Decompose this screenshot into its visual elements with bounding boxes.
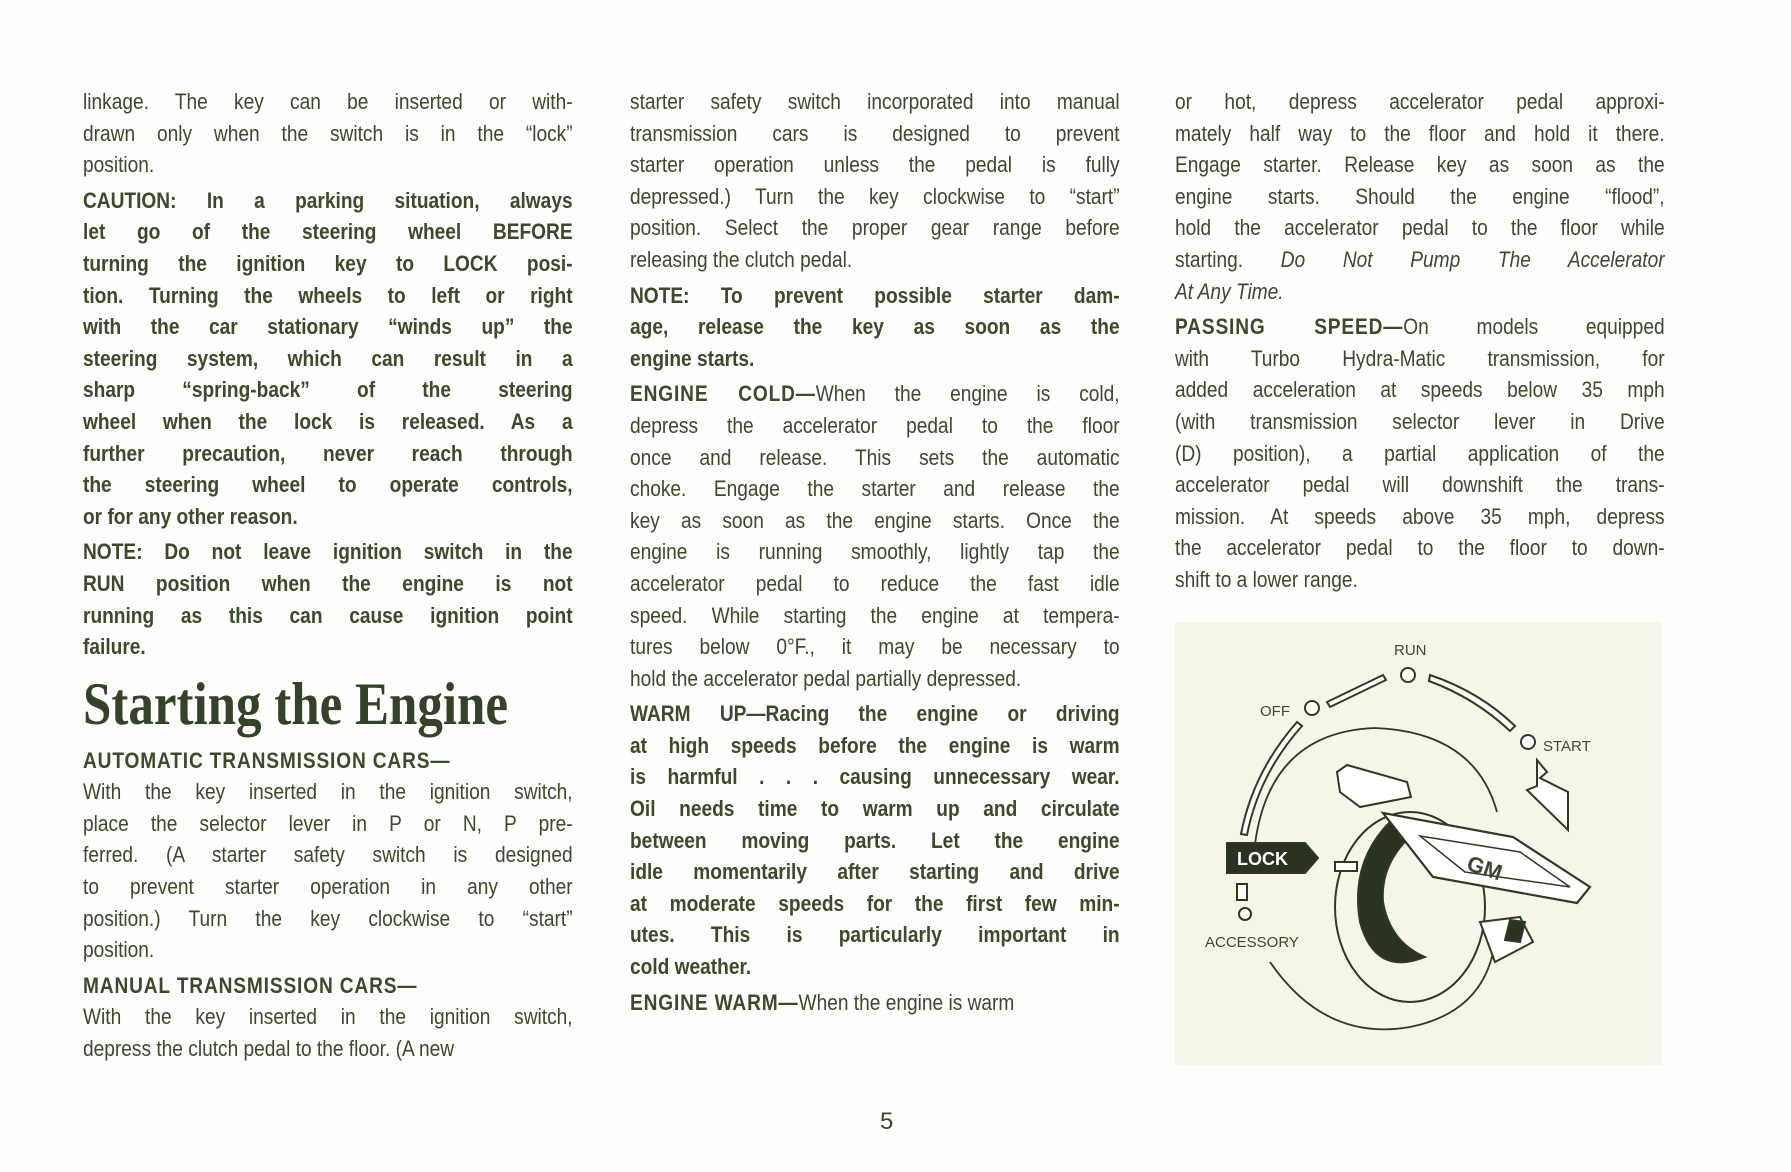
text-line: depressed.) Turn the key clockwise to “start” [630,183,1120,209]
page-heading: Starting the Engine [83,670,509,737]
text-line: to prevent starter operation in any other [83,874,573,900]
run-in-heading: PASSING SPEED— [1175,314,1404,340]
text-line: engine starts. Should the engine “flood”, [1175,183,1665,209]
text-line: mission. At speeds above 35 mph, depress [1175,503,1665,529]
off-position-dot [1305,701,1319,715]
paragraph [1175,86,1665,307]
text-line: accelerator pedal will downshift the trans- [1175,472,1665,498]
text-line: shift to a lower range. [1175,566,1358,592]
text-run: On models equipped [1403,314,1665,340]
paragraph [83,745,573,966]
text-line: between moving parts. Let the engine [630,827,1120,853]
start-position-dot [1521,735,1535,749]
text-line: idle momentarily after starting and drive [630,859,1120,885]
paragraph [1175,311,1665,595]
text-line: added acceleration at speeds below 35 mph [1175,377,1665,403]
text-line: (with transmission selector lever in Drive [1175,408,1665,434]
text-line: at high speeds before the engine is warm [630,732,1120,758]
run-position-dot [1401,668,1415,682]
text-line: CAUTION: In a parking situation, always [83,187,573,213]
run-in-heading: ENGINE COLD— [630,381,816,407]
run-in-heading: ENGINE WARM— [630,989,799,1015]
text-line: (D) position), a partial application of the [1175,440,1665,466]
text-line: depress the clutch pedal to the floor. (A new [83,1036,455,1062]
paragraph [630,698,1120,982]
paragraph [83,185,573,533]
text-line: with Turbo Hydra-Matic transmission, for [1175,345,1665,371]
text-line [1175,244,1665,276]
text-line: wheel when the lock is released. As a [83,408,573,434]
paragraph [83,86,573,181]
paragraph [630,86,1120,276]
text-line [83,745,573,777]
text-line: mately half way to the floor and hold it there. [1175,120,1665,146]
text-line: speed. While starting the engine at tempera- [630,602,1120,628]
text-run: When the engine is warm [798,989,1015,1015]
text-line [1175,276,1665,308]
text-line: starter safety switch incorporated into manual [630,89,1120,114]
run-in-heading: MANUAL TRANSMISSION CARS— [83,972,418,998]
accessory-position-dot [1239,908,1251,920]
lock-cylinder-slot [1335,862,1357,871]
text-line: steering system, which can result in a [83,345,573,371]
text-line: releasing the clutch pedal. [630,246,853,272]
run-label: RUN [1394,642,1427,659]
text-line: Oil needs time to warm up and circulate [630,796,1120,822]
position-arc [1241,675,1515,835]
text-line: failure. [83,634,146,660]
ignition-switch-diagram [1175,622,1662,1065]
text-line: RUN position when the engine is not [83,570,573,596]
text-line: engine is running smoothly, lightly tap the [630,539,1120,565]
text-line: With the key inserted in the ignition switch, [83,1004,573,1030]
off-label: OFF [1260,703,1290,720]
text-line: at moderate speeds for the first few min- [630,890,1120,916]
text-line: accelerator pedal to reduce the fast idle [630,570,1120,596]
section-heading [83,667,573,741]
text-line: is harmful . . . causing unnecessary wear. [630,764,1120,790]
text-line: choke. Engage the starter and release the [630,476,1120,502]
paragraph [630,378,1120,694]
text-line: linkage. The key can be inserted or with- [83,89,573,114]
text-line: with the car stationary “winds up” the [83,314,573,340]
text-column-1 [83,86,659,1069]
text-line: place the selector lever in P or N, P pre- [83,810,573,836]
text-line: once and release. This sets the automatic [630,444,1120,470]
text-line: cold weather. [630,954,752,980]
text-line: the steering wheel to operate controls, [83,472,573,498]
text-line: running as this can cause ignition point [83,602,573,628]
text-run: When the engine is cold, [815,381,1120,407]
text-line: With the key inserted in the ignition switch, [83,779,573,805]
text-line: utes. This is particularly important in [630,922,1120,948]
key-head-top [1337,765,1411,807]
text-line: position. [83,152,155,178]
text-line: WARM UP—Racing the engine or driving [630,701,1120,727]
text-line: hold the accelerator pedal to the floor while [1175,215,1665,241]
accessory-label: ACCESSORY [1205,934,1299,951]
run-in-heading: AUTOMATIC TRANSMISSION CARS— [83,747,451,773]
text-run: starting. [1175,246,1281,272]
text-line: sharp “spring-back” of the steering [83,377,573,403]
text-line: tion. Turning the wheels to left or right [83,282,573,308]
text-line [630,987,1120,1019]
text-line: position.) Turn the key clockwise to “start” [83,905,573,931]
page-number: 5 [880,1108,894,1135]
text-line: or for any other reason. [83,503,298,529]
paragraph [83,970,573,1065]
text-column-2 [630,86,1206,1022]
text-line: engine starts. [630,345,755,371]
text-line: or hot, depress accelerator pedal approxi- [1175,89,1665,114]
text-line [1175,311,1665,343]
text-line: tures below 0°F., it may be necessary to [630,634,1120,660]
text-line: depress the accelerator pedal to the floor [630,412,1120,438]
paragraph [83,536,573,662]
text-line [83,970,573,1002]
text-run: Do Not Pump The Accelerator [1280,246,1665,272]
text-line: the accelerator pedal to the floor to down- [1175,535,1665,561]
start-label: START [1543,738,1591,755]
text-line: ferred. (A starter safety switch is designed [83,842,573,868]
text-line: drawn only when the switch is in the “lock” [83,120,573,146]
text-line: let go of the steering wheel BEFORE [83,219,573,245]
text-line: hold the accelerator pedal partially depressed. [630,665,1022,691]
text-line: position. Select the proper gear range before [630,215,1120,241]
text-line: further precaution, never reach through [83,440,573,466]
key-logo: GM [1463,850,1506,886]
text-line: turning the ignition key to LOCK posi- [83,250,573,276]
start-arrow-icon [1527,760,1568,830]
text-line: key as soon as the engine starts. Once the [630,507,1120,533]
text-line: transmission cars is designed to prevent [630,120,1120,146]
text-line: NOTE: Do not leave ignition switch in the [83,539,573,565]
paragraph [630,987,1120,1019]
paragraph [630,280,1120,375]
text-run: At Any Time. [1175,278,1284,304]
text-line: NOTE: To prevent possible starter dam- [630,282,1120,308]
text-line: position. [83,937,155,963]
lock-label: LOCK [1237,849,1288,869]
text-line: starter operation unless the pedal is fully [630,152,1120,178]
text-column-3 [1175,86,1751,600]
text-line: age, release the key as soon as the [630,314,1120,340]
text-line [630,378,1120,410]
text-line: Engage starter. Release key as soon as the [1175,152,1665,178]
accessory-marker [1237,884,1247,900]
